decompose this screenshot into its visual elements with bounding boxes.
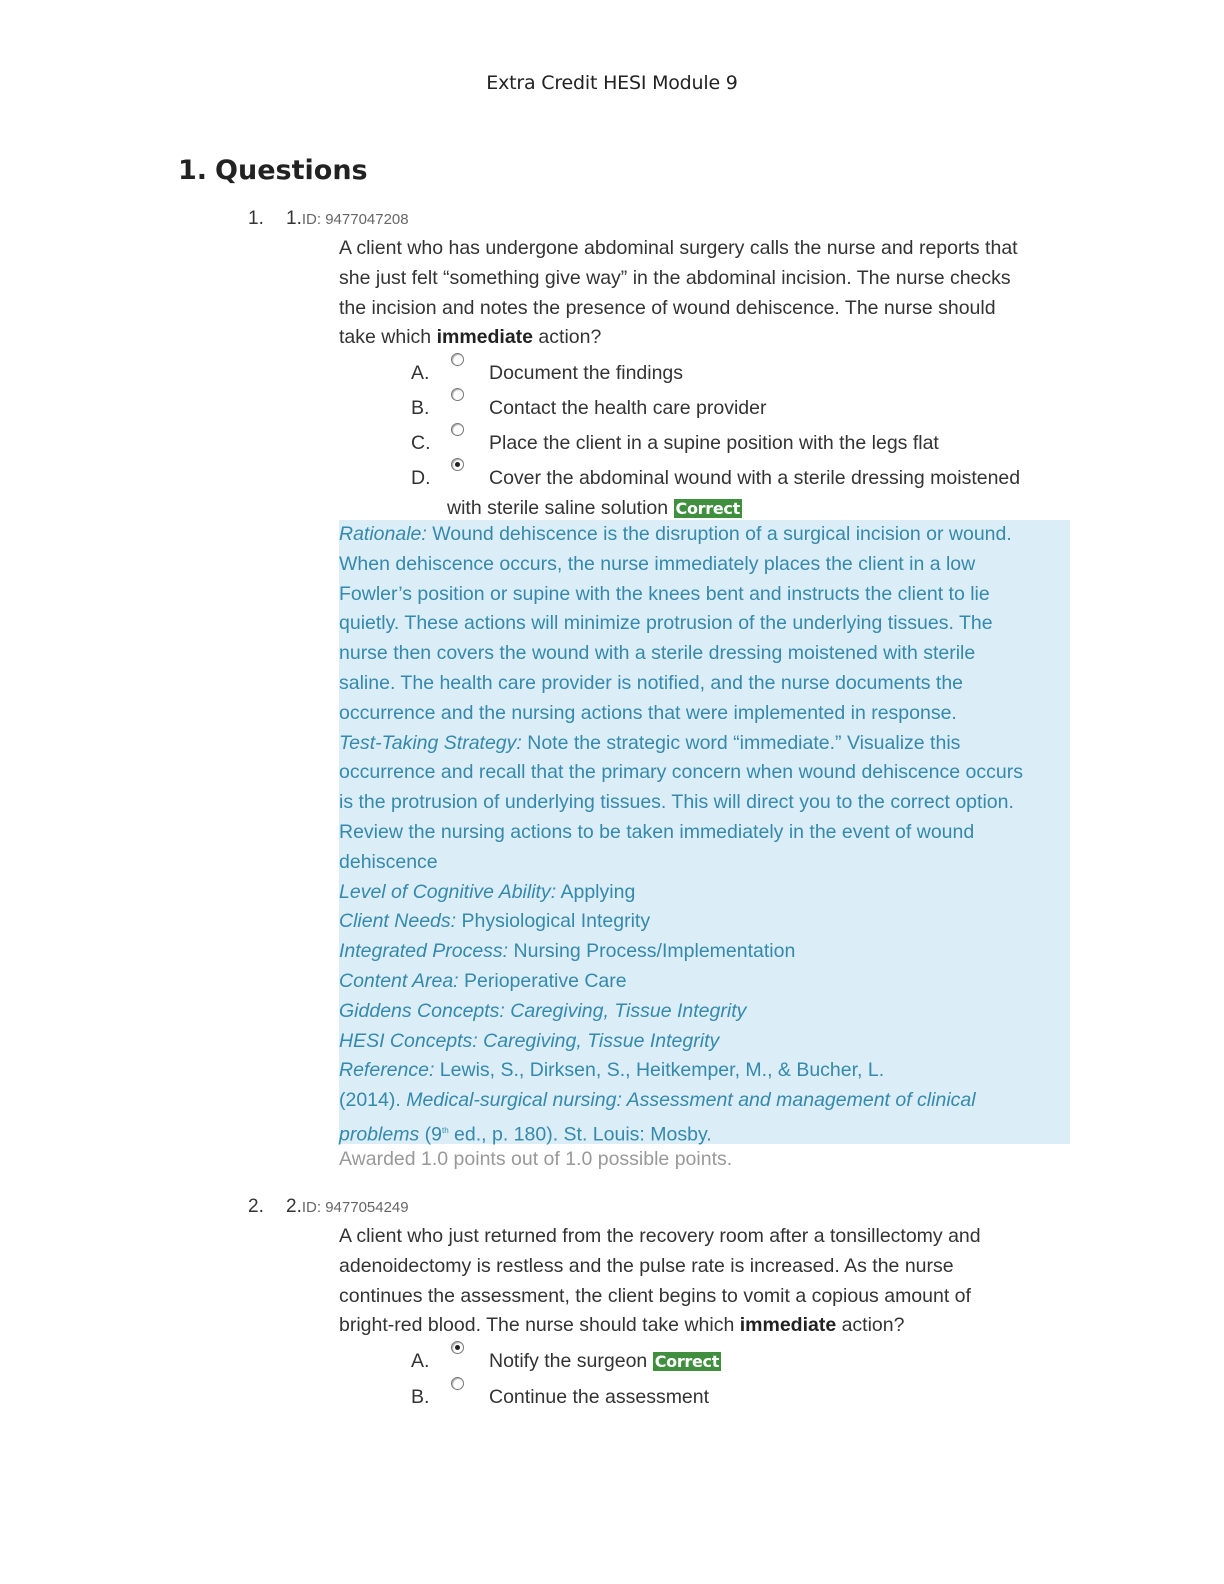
reference-line: problems (9th ed., p. 180). St. Louis: Mosby. bbox=[339, 1123, 712, 1146]
page-header: Extra Credit HESI Module 9 bbox=[486, 72, 738, 94]
question-1-option-a[interactable] bbox=[411, 359, 1071, 389]
option-letter: A. bbox=[411, 362, 430, 384]
stem-line: take which immediate action? bbox=[339, 326, 602, 349]
option-text: Cover the abdominal wound with a sterile dressing moistened bbox=[489, 467, 1021, 489]
stem-emphasis: immediate bbox=[739, 1314, 837, 1337]
rationale-line: nurse then covers the wound with a sterile dressing moistened with sterile bbox=[339, 642, 976, 665]
stem-line: adenoidectomy is restless and the pulse rate is increased. As the nurse bbox=[339, 1254, 954, 1277]
option-letter: B. bbox=[411, 1386, 430, 1408]
question-2-label bbox=[286, 1196, 409, 1218]
option-letter: D. bbox=[411, 467, 431, 489]
question-1-list-number: 1. bbox=[248, 208, 264, 229]
question-1-label bbox=[286, 208, 409, 230]
correct-badge: Correct bbox=[675, 498, 740, 518]
radio-button-selected[interactable] bbox=[451, 458, 464, 471]
hesi-concepts: HESI Concepts: Caregiving, Tissue Integrity bbox=[339, 1029, 720, 1052]
question-1-option-c[interactable] bbox=[411, 429, 1071, 459]
section-number: 1. bbox=[178, 155, 208, 186]
rationale-line: When dehiscence occurs, the nurse immediately places the client in a low bbox=[339, 552, 976, 575]
question-2-option-b[interactable] bbox=[411, 1383, 1071, 1413]
stem-line: she just felt “something give way” in the abdominal incision. The nurse checks bbox=[339, 266, 1011, 289]
stem-line: A client who just returned from the recovery room after a tonsillectomy and bbox=[339, 1225, 981, 1247]
question-1-stem bbox=[339, 234, 1071, 353]
question-2-list-number: 2. bbox=[248, 1196, 264, 1217]
rationale-line: saline. The health care provider is notified, and the nurse documents the bbox=[339, 671, 964, 694]
option-letter: A. bbox=[411, 1350, 430, 1372]
option-text-continued: with sterile saline solution Correct bbox=[447, 496, 740, 519]
content-area: Content Area: Perioperative Care bbox=[339, 969, 627, 992]
question-1-id: ID: 9477047208 bbox=[301, 211, 409, 228]
option-letter: C. bbox=[411, 432, 431, 454]
integrated-process: Integrated Process: Nursing Process/Implementation bbox=[339, 940, 796, 963]
strategy-line: is the protrusion of underlying tissues. This will direct you to the correct option. bbox=[339, 791, 1014, 814]
strategy-line: dehiscence bbox=[339, 850, 438, 873]
stem-line: the incision and notes the presence of wound dehiscence. The nurse should bbox=[339, 296, 996, 319]
giddens-concepts: Giddens Concepts: Caregiving, Tissue Integrity bbox=[339, 999, 747, 1022]
section-title bbox=[178, 155, 368, 186]
cognitive-level: Level of Cognitive Ability: Applying bbox=[339, 880, 636, 903]
question-1-option-b[interactable] bbox=[411, 394, 1071, 424]
rationale-line: Fowler’s position or supine with the knees bent and instructs the client to lie bbox=[339, 582, 990, 605]
option-text: Place the client in a supine position with the legs flat bbox=[489, 432, 939, 454]
question-2-id: ID: 9477054249 bbox=[301, 1199, 409, 1216]
stem-line: continues the assessment, the client begins to vomit a copious amount of bbox=[339, 1284, 971, 1307]
radio-button-selected[interactable] bbox=[451, 1341, 464, 1354]
awarded-points: Awarded 1.0 points out of 1.0 possible points. bbox=[339, 1148, 733, 1170]
question-2-stem bbox=[339, 1222, 1071, 1341]
radio-button[interactable] bbox=[451, 1377, 464, 1390]
radio-button[interactable] bbox=[451, 388, 464, 401]
question-2-option-a[interactable] bbox=[411, 1347, 1071, 1377]
rationale-label: Rationale: bbox=[339, 523, 427, 545]
radio-button[interactable] bbox=[451, 423, 464, 436]
radio-button[interactable] bbox=[451, 353, 464, 366]
option-text: Contact the health care provider bbox=[489, 397, 767, 419]
option-text: Document the findings bbox=[489, 362, 684, 384]
client-needs: Client Needs: Physiological Integrity bbox=[339, 910, 651, 933]
reference-line: (2014). Medical-surgical nursing: Assessment and management of clinical bbox=[339, 1089, 976, 1112]
stem-emphasis: immediate bbox=[436, 326, 534, 349]
rationale-box: Rationale: Wound dehiscence is the disruption of a surgical incision or wound. When dehiscence occurs, the nurse immediately places the client in a low Fowler’s position or supine with the knees bent and instructs the client to lie quietly. These actions will minimize protrusion of the underlying tissues. The nurse then covers the wound with a sterile dressing moistened with sterile saline. The health care provider is notified, and the nurse documents the occurrence and the nursing actions that were implemented in response. Test-Taking Strategy: Note the strategic word “immediate.” Visualize this occurrence and recall that the primary concern when wound dehiscence occurs is the protrusion of underlying tissues. This will direct you to the correct option. Review the nursing actions to be taken immediately in the event of wound dehiscence Level of Cognitive Ability: Applying Client Needs: Physiological Integrity Integrated Process: Nursing Process/Implementation Content Area: Perioperative Care Giddens Concepts: Caregiving, Tissue Integrity HESI Concepts: Caregiving, Tissue Integrity Reference: Lewis, S., Dirksen, S., Heitkemper, M., & Bucher, L. (2014). Medical-surgical nursing: Assessment and management of clinical problems (9th ed., p. 180). St. Louis: Mosby. bbox=[339, 520, 1070, 1144]
question-1-option-d[interactable] bbox=[411, 464, 1071, 524]
reference: Reference: Lewis, S., Dirksen, S., Heitkemper, M., & Bucher, L. bbox=[339, 1059, 885, 1082]
section-title-text: Questions bbox=[215, 155, 368, 186]
option-text: Continue the assessment bbox=[489, 1386, 710, 1408]
stem-line: bright-red blood. The nurse should take which immediate action? bbox=[339, 1314, 905, 1337]
correct-badge: Correct bbox=[654, 1352, 720, 1371]
rationale-line: quietly. These actions will minimize protrusion of the underlying tissues. The bbox=[339, 612, 993, 635]
option-letter: B. bbox=[411, 397, 430, 419]
strategy-label: Test-Taking Strategy: bbox=[339, 731, 522, 754]
strategy-line: occurrence and recall that the primary concern when wound dehiscence occurs bbox=[339, 761, 1023, 784]
option-text: Notify the surgeon Correct bbox=[489, 1350, 720, 1372]
question-2-number: 2. bbox=[286, 1196, 302, 1217]
rationale-line: occurrence and the nursing actions that were implemented in response. bbox=[339, 701, 957, 724]
strategy-line: Review the nursing actions to be taken immediately in the event of wound bbox=[339, 820, 975, 843]
question-1-number: 1. bbox=[286, 208, 302, 229]
stem-line: A client who has undergone abdominal surgery calls the nurse and reports that bbox=[339, 237, 1018, 259]
